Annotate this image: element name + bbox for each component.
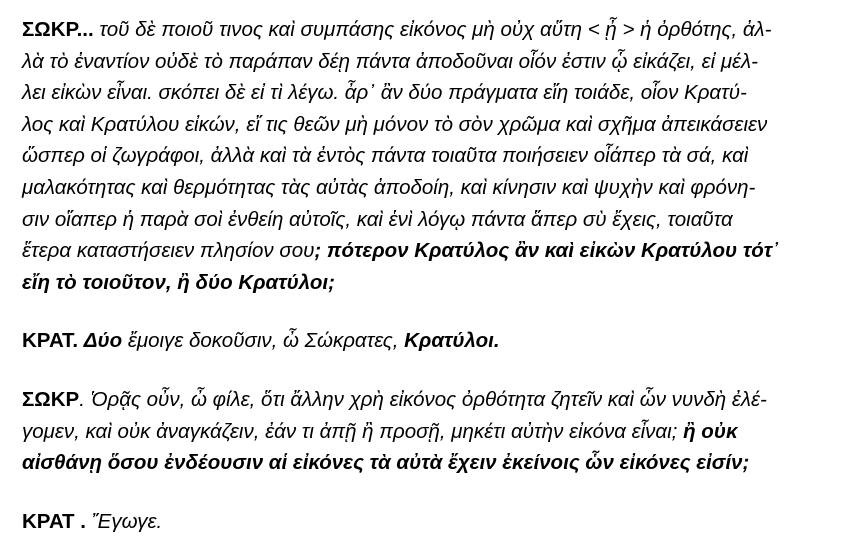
- text-segment: Κρατύλοι.: [404, 329, 500, 353]
- text-segment: λος καὶ Κρατύλου εἰκών, εἴ τις θεῶν μὴ μόνον τὸ σὸν χρῶμα καὶ σχῆμα ἀπεικάσειεν: [22, 112, 768, 136]
- dialogue-paragraph: [22, 506, 836, 538]
- paragraph-gap: [22, 298, 836, 325]
- text-segment: λὰ τὸ ἐναντίον οὐδὲ τὸ παράπαν δέῃ πάντα ἀποδοῦναι οἷόν ἐστιν ᾧ εἰκάζει, εἰ μέλ-: [22, 49, 758, 73]
- text-line: [22, 109, 836, 141]
- text-line: [22, 506, 836, 538]
- dialogue-paragraph: [22, 325, 836, 357]
- text-line: [22, 172, 836, 204]
- dialogue-paragraph: [22, 384, 836, 479]
- text-line: [22, 416, 836, 448]
- text-segment: ἔμοιγε δοκοῦσιν, ὦ Σώκρατες,: [122, 329, 405, 353]
- text-line: [22, 235, 836, 267]
- text-segment: μαλακότητας καὶ θερμότητας τὰς αὐτὰς ἀποδοίη, καὶ κίνησιν καὶ ψυχὴν καὶ φρόνη-: [22, 175, 756, 199]
- text-segment: Ἔγωγε.: [85, 509, 163, 533]
- text-line: [22, 447, 836, 479]
- text-segment: σιν οἵαπερ ἡ παρὰ σοὶ ἐνθείη αὐτοῖς, καὶ ἑνὶ λόγῳ πάντα ἅπερ σὺ ἔχεις, τοιαῦτα: [22, 207, 733, 231]
- text-line: [22, 384, 836, 416]
- text-segment: τοῦ δὲ ποιοῦ τινος καὶ συμπάσης εἰκόνος μὴ οὐχ αὕτη < ᾖ > ἡ ὀρθότης, ἀλ-: [93, 18, 772, 41]
- text-line: [22, 46, 836, 78]
- speaker-label: ΚΡΑΤ.: [22, 329, 79, 353]
- text-line: [22, 140, 836, 172]
- speaker-label: ΣΩΚΡ...: [22, 18, 94, 41]
- text-segment: ἕτερα καταστήσειεν πλησίον σου: [22, 239, 315, 263]
- text-line: [22, 14, 836, 46]
- text-segment: αἰσθάνῃ ὅσου ἐνδέουσιν αἱ εἰκόνες τὰ αὐτὰ ἔχειν ἐκείνοις ὧν εἰκόνες εἰσίν;: [22, 451, 750, 475]
- text-line: [22, 77, 836, 109]
- text-line: [22, 204, 836, 236]
- paragraph-gap: [22, 357, 836, 384]
- text-line: [22, 267, 836, 299]
- text-line: [22, 325, 836, 357]
- text-segment: . Ὁρᾷς οὖν, ὦ φίλε, ὅτι ἄλλην χρὴ εἰκόνος ὀρθότητα ζητεῖν καὶ ὧν νυνδὴ ἐλέ-: [79, 387, 767, 411]
- text-segment: ἢ οὐκ: [683, 419, 738, 443]
- text-segment: Δύο: [83, 329, 123, 353]
- dialogue-paragraph: [22, 14, 836, 298]
- text-segment: ὥσπερ οἱ ζωγράφοι, ἀλλὰ καὶ τὰ ἐντὸς πάντα τοιαῦτα ποιήσειεν οἷάπερ τὰ σά, καὶ: [22, 144, 749, 168]
- text-segment: εἴη τὸ τοιοῦτον, ἢ δύο Κρατύλοι;: [22, 270, 335, 294]
- paragraph-gap: [22, 479, 836, 506]
- speaker-label: ΣΩΚΡ: [22, 387, 80, 411]
- speaker-label: ΚΡΑΤ .: [22, 509, 86, 533]
- text-segment: γομεν, καὶ οὐκ ἀναγκάζειν, ἐάν τι ἀπῇ ἢ προσῇ, μηκέτι αὐτὴν εἰκόνα εἶναι;: [22, 419, 684, 443]
- text-segment: λει εἰκὼν εἶναι. σκόπει δὲ εἰ τὶ λέγω. ἆρ᾽ ἂν δύο πράγματα εἴη τοιάδε, οἷον Κρατύ-: [22, 81, 747, 105]
- text-segment: ; πότερον Κρατύλος ἂν καὶ εἰκὼν Κρατύλου τότ᾽: [314, 239, 779, 263]
